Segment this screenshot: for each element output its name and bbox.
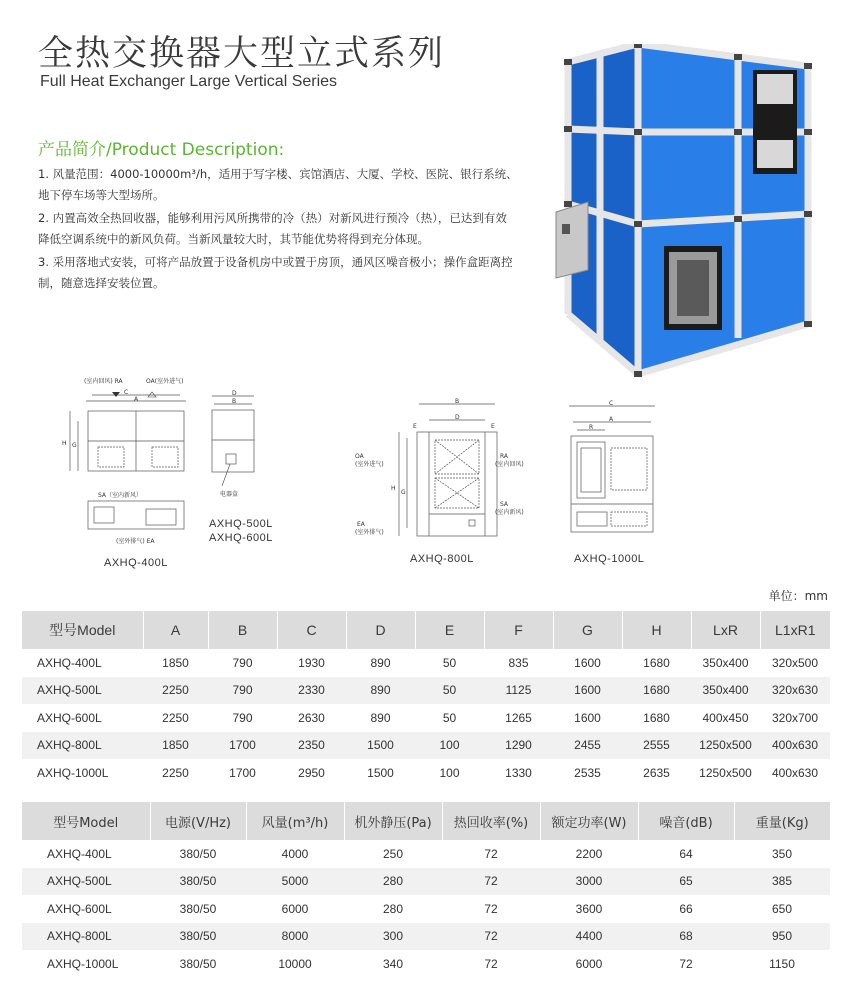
- table-cell: 50: [415, 677, 484, 705]
- table-cell: 1850: [143, 732, 208, 760]
- table-cell: 650: [771, 901, 793, 916]
- table-cell: 1150: [769, 956, 795, 971]
- table-cell: 72: [484, 956, 498, 971]
- column-header: 型号Model: [22, 802, 150, 840]
- table-cell: 320x700: [771, 710, 819, 725]
- table-cell: 100: [415, 732, 484, 760]
- table-cell: 400x450: [702, 710, 749, 725]
- column-header: 热回收率(%): [442, 802, 540, 840]
- table-cell: 380/50: [179, 956, 217, 971]
- drawing-caption-400l: AXHQ-400L: [104, 557, 168, 569]
- svg-text:A: A: [609, 416, 614, 423]
- table-cell: 2455: [553, 732, 622, 760]
- table-header-row: [22, 802, 830, 840]
- svg-text:H: H: [391, 485, 396, 492]
- description-body: [38, 164, 518, 296]
- column-header: 风量(m³/h): [246, 802, 344, 840]
- svg-text:H: H: [62, 440, 67, 447]
- table-row: [22, 649, 830, 677]
- table-cell: 250: [382, 846, 404, 861]
- column-header: H: [622, 611, 691, 649]
- table-row: [22, 895, 830, 923]
- drawing-caption-600l: AXHQ-600L: [209, 532, 273, 544]
- table-cell: 300: [344, 923, 442, 951]
- description-item: 3. 采用落地式安装，可将产品放置于设备机房中或置于房顶，通风区噪音极小；操作盒距离控制，随意选择安装位置。: [38, 255, 513, 290]
- table-cell: 2330: [277, 677, 346, 705]
- drawing-axhq-400l: [50, 375, 200, 545]
- table-cell: 6000: [575, 956, 603, 971]
- table-cell: 1125: [484, 677, 553, 705]
- table-cell: 50: [442, 655, 457, 670]
- drawing-label-box: 电器盒: [220, 491, 239, 498]
- table-cell: 100: [439, 765, 460, 780]
- table-row: [22, 704, 830, 732]
- table-cell: 2635: [643, 765, 670, 780]
- description-heading: 产品简介/Product Description:: [38, 140, 285, 160]
- drawing-label-ra-800: RA: [500, 453, 509, 460]
- svg-text:B: B: [232, 398, 237, 405]
- drawing-label-ra: (室内回风) RA: [84, 378, 123, 385]
- svg-text:E: E: [491, 423, 495, 430]
- table-cell: 1700: [229, 765, 256, 780]
- table-cell: 400x630: [771, 765, 819, 780]
- column-header: 重量(Kg): [734, 802, 830, 840]
- model-cell: AXHQ-1000L: [37, 765, 109, 780]
- drawing-label-oa: OA(室外进气): [146, 378, 184, 385]
- table-cell: 1600: [553, 677, 622, 705]
- drawing-label-oa-800: OA: [355, 453, 364, 460]
- table-cell: 380/50: [150, 868, 246, 896]
- svg-text:B: B: [455, 398, 460, 405]
- drawing-caption-1000l: AXHQ-1000L: [574, 553, 645, 565]
- table-cell: 1600: [574, 710, 601, 725]
- table-cell: 1600: [574, 655, 601, 670]
- page-title-cn: 全热交换器大型立式系列: [38, 34, 446, 74]
- column-header: LxR: [691, 611, 760, 649]
- model-cell: AXHQ-400L: [37, 655, 102, 670]
- table-cell: 950: [734, 923, 830, 951]
- table-cell: 320x630: [760, 677, 830, 705]
- table-cell: 68: [638, 923, 734, 951]
- model-cell: AXHQ-500L: [22, 677, 143, 705]
- model-cell: AXHQ-400L: [47, 846, 112, 861]
- product-photo: [548, 44, 818, 380]
- svg-text:A: A: [134, 396, 139, 403]
- model-cell: AXHQ-1000L: [47, 956, 119, 971]
- svg-text:C: C: [124, 389, 129, 396]
- table-cell: 790: [232, 710, 253, 725]
- table-row: [22, 732, 830, 760]
- table-cell: 2350: [277, 732, 346, 760]
- table-cell: 1930: [298, 655, 325, 670]
- table-cell: 1680: [622, 677, 691, 705]
- table-cell: 66: [679, 901, 693, 916]
- model-cell: AXHQ-800L: [22, 923, 150, 951]
- table-cell: 350x400: [691, 677, 760, 705]
- table-cell: 1850: [162, 655, 189, 670]
- table-cell: 380/50: [179, 901, 217, 916]
- table-cell: 65: [638, 868, 734, 896]
- table-row: [22, 759, 830, 787]
- table-cell: 2250: [143, 677, 208, 705]
- model-cell: AXHQ-600L: [37, 710, 102, 725]
- table-cell: 2200: [575, 846, 603, 861]
- table-cell: 2250: [162, 765, 189, 780]
- svg-text:E: E: [413, 423, 417, 430]
- table-row: [22, 677, 830, 705]
- table-cell: 64: [679, 846, 693, 861]
- table-cell: 4400: [540, 923, 638, 951]
- table-cell: 3600: [575, 901, 603, 916]
- column-header: B: [208, 611, 277, 649]
- table-cell: 280: [382, 901, 404, 916]
- table-row: [22, 840, 830, 868]
- table-row: [22, 923, 830, 951]
- table-cell: 350x400: [702, 655, 749, 670]
- model-cell: AXHQ-600L: [47, 901, 112, 916]
- table-cell: 4000: [281, 846, 309, 861]
- table-cell: 72: [484, 901, 498, 916]
- table-cell: 400x630: [760, 732, 830, 760]
- table-cell: 835: [508, 655, 529, 670]
- description-item: 1. 风量范围：4000-10000m³/h，适用于写字楼、宾馆酒店、大厦、学校、医院、银行系统、地下停车场等大型场所。: [38, 167, 518, 202]
- model-cell: AXHQ-800L: [22, 732, 143, 760]
- table-cell: 8000: [246, 923, 344, 951]
- drawing-axhq-500l-600l: [208, 390, 278, 500]
- svg-text:D: D: [232, 390, 237, 397]
- table-cell: 72: [679, 956, 693, 971]
- table-cell: 890: [370, 710, 391, 725]
- table-cell: 1500: [367, 765, 394, 780]
- drawing-label-ea-800-cn: (室外排气): [355, 529, 384, 536]
- table-cell: 2555: [622, 732, 691, 760]
- column-header: A: [143, 611, 208, 649]
- dimensions-table: [22, 611, 830, 787]
- drawing-label-ra-800-cn: (室内回风): [495, 461, 524, 468]
- table-cell: 1500: [346, 732, 415, 760]
- column-header: D: [346, 611, 415, 649]
- page-title-en: Full Heat Exchanger Large Vertical Series: [40, 73, 338, 90]
- table-cell: 72: [442, 923, 540, 951]
- column-header: 型号Model: [22, 611, 143, 649]
- table-cell: 380/50: [179, 846, 217, 861]
- table-cell: 280: [344, 868, 442, 896]
- column-header: 额定功率(W): [540, 802, 638, 840]
- drawing-axhq-800l: [355, 398, 530, 548]
- table-cell: 340: [382, 956, 404, 971]
- drawing-caption-800l: AXHQ-800L: [410, 553, 474, 565]
- table-cell: 2250: [162, 710, 189, 725]
- table-cell: 1250x500: [699, 765, 752, 780]
- table-cell: 1700: [208, 732, 277, 760]
- table-cell: 790: [232, 655, 253, 670]
- table-cell: 890: [370, 655, 391, 670]
- table-cell: 6000: [281, 901, 309, 916]
- table-cell: 790: [208, 677, 277, 705]
- table-cell: 2950: [298, 765, 325, 780]
- drawing-label-sa: SA（室内新风）: [98, 492, 143, 499]
- column-header: E: [415, 611, 484, 649]
- drawing-label-ea-800: EA: [357, 521, 365, 528]
- table-cell: 380/50: [150, 923, 246, 951]
- table-cell: 5000: [246, 868, 344, 896]
- drawing-axhq-1000l: [565, 400, 665, 545]
- table-cell: 320x500: [771, 655, 819, 670]
- table-cell: 50: [442, 710, 457, 725]
- table-cell: 1250x500: [691, 732, 760, 760]
- svg-text:G: G: [401, 489, 406, 496]
- table-header-row: [22, 611, 830, 649]
- description-item: 2. 内置高效全热回收器，能够利用污风所携带的冷（热）对新风进行预冷（热），已达到有效降低空调系统中的新风负荷。当新风量较大时，其节能优势将得到充分体现。: [38, 211, 507, 246]
- table-row: [22, 868, 830, 896]
- column-header: L1xR1: [760, 611, 830, 649]
- table-cell: 1680: [643, 655, 670, 670]
- table-cell: 350: [771, 846, 793, 861]
- drawing-label-sa-800-cn: (室内新风): [495, 509, 524, 516]
- table-cell: 3000: [540, 868, 638, 896]
- table-cell: 10000: [278, 956, 312, 971]
- column-header: C: [277, 611, 346, 649]
- table-cell: 1680: [643, 710, 670, 725]
- table-cell: 1330: [505, 765, 532, 780]
- table-cell: 72: [442, 868, 540, 896]
- performance-table: [22, 802, 830, 978]
- drawing-label-ea: (室外排气) EA: [116, 538, 155, 545]
- table-cell: 72: [484, 846, 498, 861]
- svg-text:G: G: [72, 442, 77, 449]
- svg-text:R: R: [589, 424, 594, 431]
- table-row: [22, 950, 830, 978]
- table-cell: 2535: [574, 765, 601, 780]
- drawing-caption-500l: AXHQ-500L: [209, 518, 273, 530]
- column-header: F: [484, 611, 553, 649]
- unit-label: 单位：mm: [768, 589, 828, 603]
- table-cell: 890: [346, 677, 415, 705]
- table-cell: 1290: [484, 732, 553, 760]
- drawing-label-oa-800-cn: (室外进气): [355, 461, 384, 468]
- column-header: G: [553, 611, 622, 649]
- column-header: 机外静压(Pa): [344, 802, 442, 840]
- model-cell: AXHQ-500L: [22, 868, 150, 896]
- svg-text:C: C: [609, 400, 614, 407]
- column-header: 噪音(dB): [638, 802, 734, 840]
- table-cell: 1265: [505, 710, 532, 725]
- drawing-label-sa-800: SA: [500, 501, 509, 508]
- column-header: 电源(V/Hz): [150, 802, 246, 840]
- table-cell: 2630: [298, 710, 325, 725]
- svg-text:D: D: [455, 414, 460, 421]
- table-cell: 385: [734, 868, 830, 896]
